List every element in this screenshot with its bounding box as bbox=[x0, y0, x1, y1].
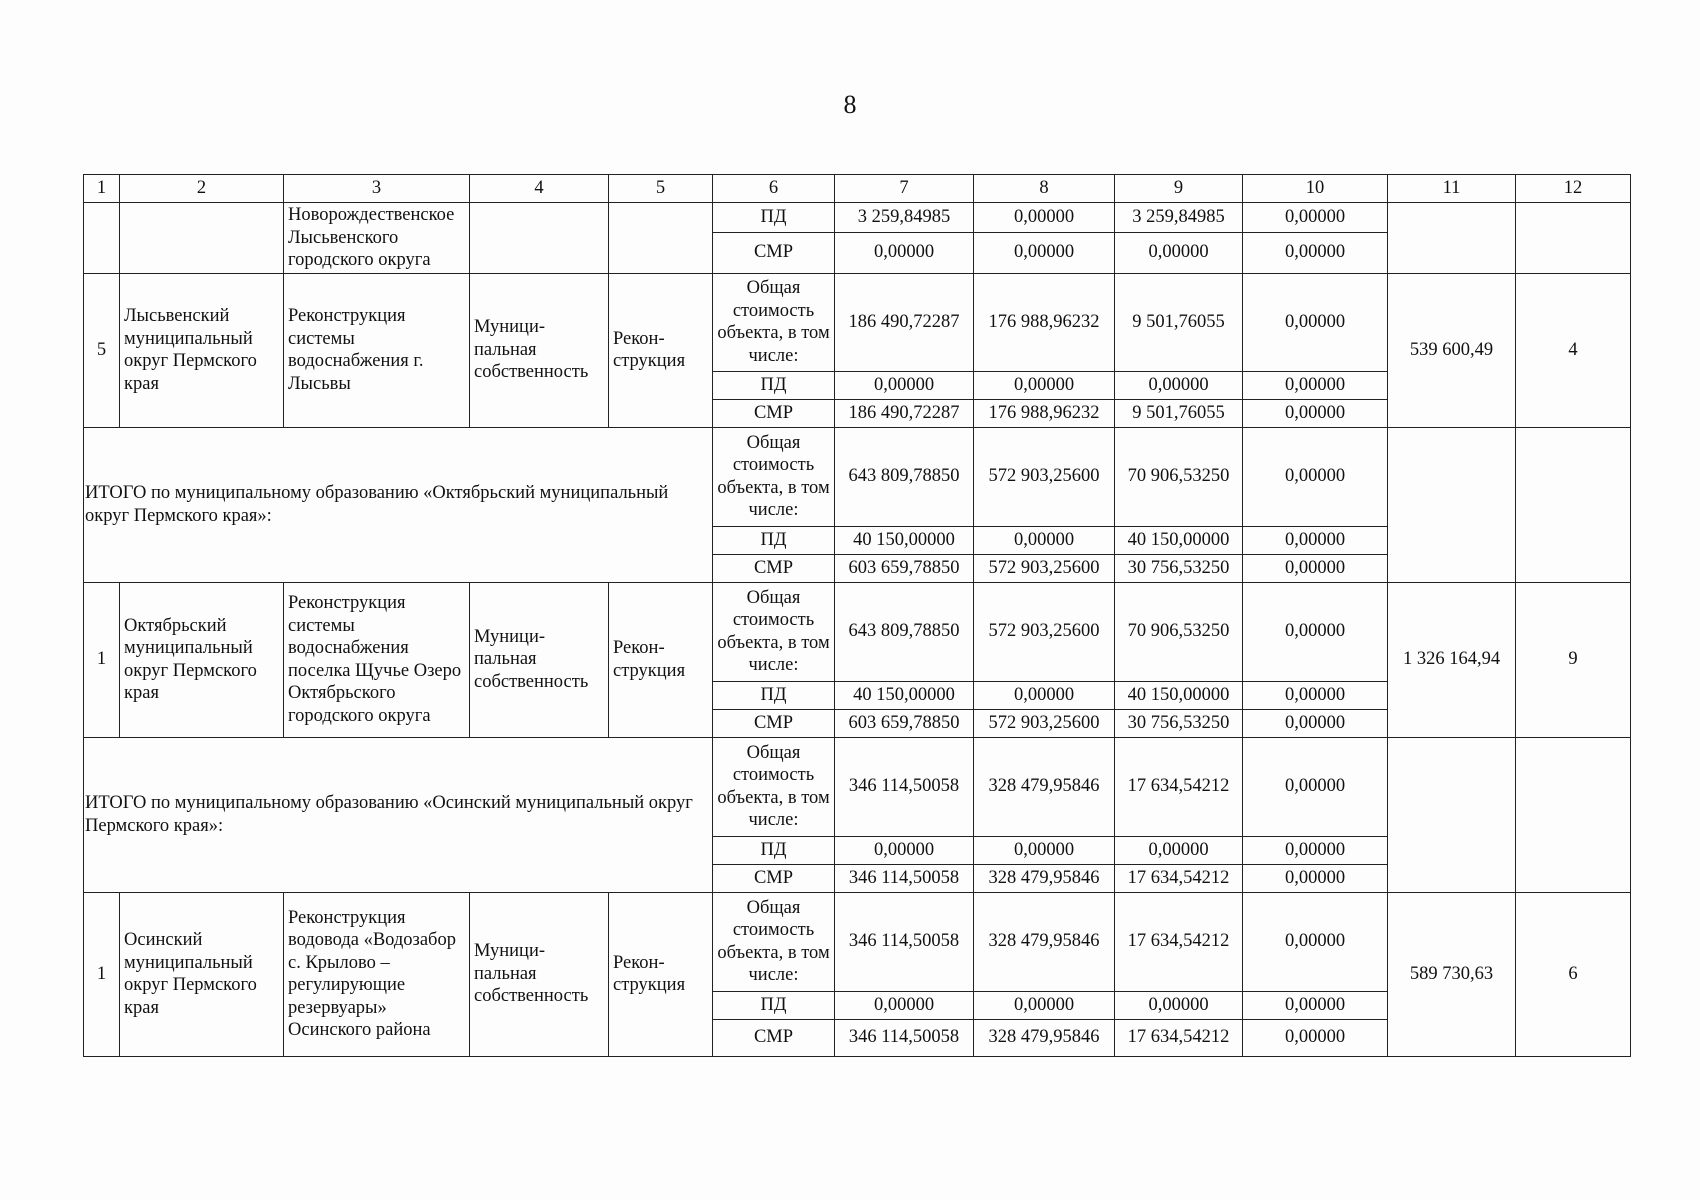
total-cost-label: Общая стоимость объекта, в том числе: bbox=[713, 737, 835, 836]
value-cell: 328 479,95846 bbox=[974, 1019, 1115, 1056]
value-cell: 0,00000 bbox=[1243, 582, 1388, 681]
col-header: 6 bbox=[713, 175, 835, 203]
value-cell: 0,00000 bbox=[1243, 991, 1388, 1019]
smr-label: СМР bbox=[713, 399, 835, 427]
value-cell: 0,00000 bbox=[835, 232, 974, 273]
cell-empty bbox=[1388, 203, 1516, 274]
value-cell: 40 150,00000 bbox=[1115, 526, 1243, 554]
value-cell: 186 490,72287 bbox=[835, 273, 974, 371]
pd-label: ПД bbox=[713, 681, 835, 709]
cell-empty bbox=[470, 203, 609, 274]
value-cell: 0,00000 bbox=[974, 836, 1115, 864]
value-cell: 603 659,78850 bbox=[835, 709, 974, 737]
value-cell: 0,00000 bbox=[1115, 836, 1243, 864]
value-cell: 346 114,50058 bbox=[835, 892, 974, 991]
object-name: Реконструкция системы водоснабжения поселка Щучье Озеро Октябрьского городского округа bbox=[284, 582, 470, 737]
work-type: Рекон-струкция bbox=[609, 273, 713, 427]
col-header: 1 bbox=[84, 175, 120, 203]
value-cell: 643 809,78850 bbox=[835, 582, 974, 681]
col12-value: 4 bbox=[1516, 273, 1631, 427]
value-cell: 9 501,76055 bbox=[1115, 273, 1243, 371]
value-cell: 0,00000 bbox=[835, 836, 974, 864]
value-cell: 328 479,95846 bbox=[974, 892, 1115, 991]
page-number: 8 bbox=[843, 90, 857, 119]
pd-label: ПД bbox=[713, 371, 835, 399]
value-cell: 0,00000 bbox=[1115, 371, 1243, 399]
value-cell: 0,00000 bbox=[974, 526, 1115, 554]
value-cell: 3 259,84985 bbox=[1115, 203, 1243, 233]
value-cell: 572 903,25600 bbox=[974, 554, 1115, 582]
col-header: 7 bbox=[835, 175, 974, 203]
object-name: Реконструкция водовода «Водозабор с. Крылово – регулирующие резервуары» Осинского района bbox=[284, 892, 470, 1056]
object-name: Реконструкция системы водоснабжения г. Лысьвы bbox=[284, 273, 470, 427]
total-label: ИТОГО по муниципальному образованию «Октябрьский муниципальный округ Пермского края»: bbox=[84, 427, 713, 582]
value-cell: 0,00000 bbox=[1243, 232, 1388, 273]
col11-value: 589 730,63 bbox=[1388, 892, 1516, 1056]
ownership: Муници-пальная собственность bbox=[470, 582, 609, 737]
cell-empty bbox=[609, 203, 713, 274]
ownership: Муници-пальная собственность bbox=[470, 892, 609, 1056]
total-label: ИТОГО по муниципальному образованию «Осинский муниципальный округ Пермского края»: bbox=[84, 737, 713, 892]
cell-empty bbox=[120, 203, 284, 274]
row-number: 5 bbox=[84, 273, 120, 427]
total-cost-label: Общая стоимость объекта, в том числе: bbox=[713, 892, 835, 991]
value-cell: 0,00000 bbox=[1243, 1019, 1388, 1056]
value-cell: 17 634,54212 bbox=[1115, 737, 1243, 836]
col-header: 2 bbox=[120, 175, 284, 203]
smr-label: СМР bbox=[713, 232, 835, 273]
value-cell: 186 490,72287 bbox=[835, 399, 974, 427]
cell-empty bbox=[1516, 203, 1631, 274]
value-cell: 346 114,50058 bbox=[835, 864, 974, 892]
col-header: 8 bbox=[974, 175, 1115, 203]
table-row bbox=[84, 427, 1631, 526]
col-header: 9 bbox=[1115, 175, 1243, 203]
col-header: 10 bbox=[1243, 175, 1388, 203]
pd-label: ПД bbox=[713, 836, 835, 864]
value-cell: 176 988,96232 bbox=[974, 273, 1115, 371]
value-cell: 0,00000 bbox=[1243, 371, 1388, 399]
value-cell: 0,00000 bbox=[835, 991, 974, 1019]
total-cost-label: Общая стоимость объекта, в том числе: bbox=[713, 427, 835, 526]
smr-label: СМР bbox=[713, 709, 835, 737]
work-type: Рекон-струкция bbox=[609, 582, 713, 737]
pd-label: ПД bbox=[713, 526, 835, 554]
value-cell: 0,00000 bbox=[1243, 427, 1388, 526]
value-cell: 0,00000 bbox=[974, 681, 1115, 709]
cell-empty bbox=[84, 203, 120, 274]
municipality: Осинский муниципальный округ Пермского края bbox=[120, 892, 284, 1056]
value-cell: 0,00000 bbox=[1243, 737, 1388, 836]
value-cell: 0,00000 bbox=[1243, 836, 1388, 864]
value-cell: 0,00000 bbox=[974, 203, 1115, 233]
table-row bbox=[84, 737, 1631, 836]
value-cell: 0,00000 bbox=[1115, 991, 1243, 1019]
cell-empty bbox=[1388, 427, 1516, 582]
value-cell: 0,00000 bbox=[974, 371, 1115, 399]
col-header: 5 bbox=[609, 175, 713, 203]
value-cell: 0,00000 bbox=[1243, 709, 1388, 737]
value-cell: 0,00000 bbox=[1243, 273, 1388, 371]
pd-label: ПД bbox=[713, 203, 835, 233]
value-cell: 30 756,53250 bbox=[1115, 709, 1243, 737]
value-cell: 603 659,78850 bbox=[835, 554, 974, 582]
investment-table bbox=[83, 174, 1631, 1057]
ownership: Муници-пальная собственность bbox=[470, 273, 609, 427]
col-header: 4 bbox=[470, 175, 609, 203]
table-row bbox=[84, 203, 1631, 233]
value-cell: 0,00000 bbox=[1243, 892, 1388, 991]
table-row bbox=[84, 892, 1631, 991]
smr-label: СМР bbox=[713, 864, 835, 892]
value-cell: 17 634,54212 bbox=[1115, 892, 1243, 991]
value-cell: 572 903,25600 bbox=[974, 427, 1115, 526]
value-cell: 70 906,53250 bbox=[1115, 427, 1243, 526]
value-cell: 0,00000 bbox=[835, 371, 974, 399]
value-cell: 572 903,25600 bbox=[974, 709, 1115, 737]
row-number: 1 bbox=[84, 582, 120, 737]
value-cell: 0,00000 bbox=[1243, 554, 1388, 582]
value-cell: 17 634,54212 bbox=[1115, 864, 1243, 892]
value-cell: 176 988,96232 bbox=[974, 399, 1115, 427]
value-cell: 0,00000 bbox=[1243, 203, 1388, 233]
value-cell: 328 479,95846 bbox=[974, 864, 1115, 892]
value-cell: 17 634,54212 bbox=[1115, 1019, 1243, 1056]
value-cell: 3 259,84985 bbox=[835, 203, 974, 233]
value-cell: 0,00000 bbox=[1243, 681, 1388, 709]
cell-empty bbox=[1516, 427, 1631, 582]
column-number-row bbox=[84, 175, 1631, 203]
cell-empty bbox=[1388, 737, 1516, 892]
value-cell: 0,00000 bbox=[1243, 526, 1388, 554]
value-cell: 0,00000 bbox=[1243, 399, 1388, 427]
smr-label: СМР bbox=[713, 554, 835, 582]
work-type: Рекон-струкция bbox=[609, 892, 713, 1056]
value-cell: 40 150,00000 bbox=[835, 681, 974, 709]
value-cell: 346 114,50058 bbox=[835, 737, 974, 836]
value-cell: 0,00000 bbox=[974, 232, 1115, 273]
value-cell: 0,00000 bbox=[974, 991, 1115, 1019]
object-name: Новорождественское Лысьвенского городского округа bbox=[284, 203, 470, 274]
value-cell: 30 756,53250 bbox=[1115, 554, 1243, 582]
value-cell: 9 501,76055 bbox=[1115, 399, 1243, 427]
total-cost-label: Общая стоимость объекта, в том числе: bbox=[713, 582, 835, 681]
value-cell: 328 479,95846 bbox=[974, 737, 1115, 836]
table-row bbox=[84, 273, 1631, 371]
municipality: Лысьвенский муниципальный округ Пермского края bbox=[120, 273, 284, 427]
value-cell: 40 150,00000 bbox=[1115, 681, 1243, 709]
value-cell: 40 150,00000 bbox=[835, 526, 974, 554]
col-header: 3 bbox=[284, 175, 470, 203]
row-number: 1 bbox=[84, 892, 120, 1056]
pd-label: ПД bbox=[713, 991, 835, 1019]
col12-value: 6 bbox=[1516, 892, 1631, 1056]
smr-label: СМР bbox=[713, 1019, 835, 1056]
col11-value: 539 600,49 bbox=[1388, 273, 1516, 427]
value-cell: 0,00000 bbox=[1115, 232, 1243, 273]
value-cell: 0,00000 bbox=[1243, 864, 1388, 892]
value-cell: 572 903,25600 bbox=[974, 582, 1115, 681]
col12-value: 9 bbox=[1516, 582, 1631, 737]
table-row bbox=[84, 582, 1631, 681]
col-header: 11 bbox=[1388, 175, 1516, 203]
col-header: 12 bbox=[1516, 175, 1631, 203]
municipality: Октябрьский муниципальный округ Пермского края bbox=[120, 582, 284, 737]
value-cell: 346 114,50058 bbox=[835, 1019, 974, 1056]
col11-value: 1 326 164,94 bbox=[1388, 582, 1516, 737]
value-cell: 70 906,53250 bbox=[1115, 582, 1243, 681]
cell-empty bbox=[1516, 737, 1631, 892]
total-cost-label: Общая стоимость объекта, в том числе: bbox=[713, 273, 835, 371]
value-cell: 643 809,78850 bbox=[835, 427, 974, 526]
